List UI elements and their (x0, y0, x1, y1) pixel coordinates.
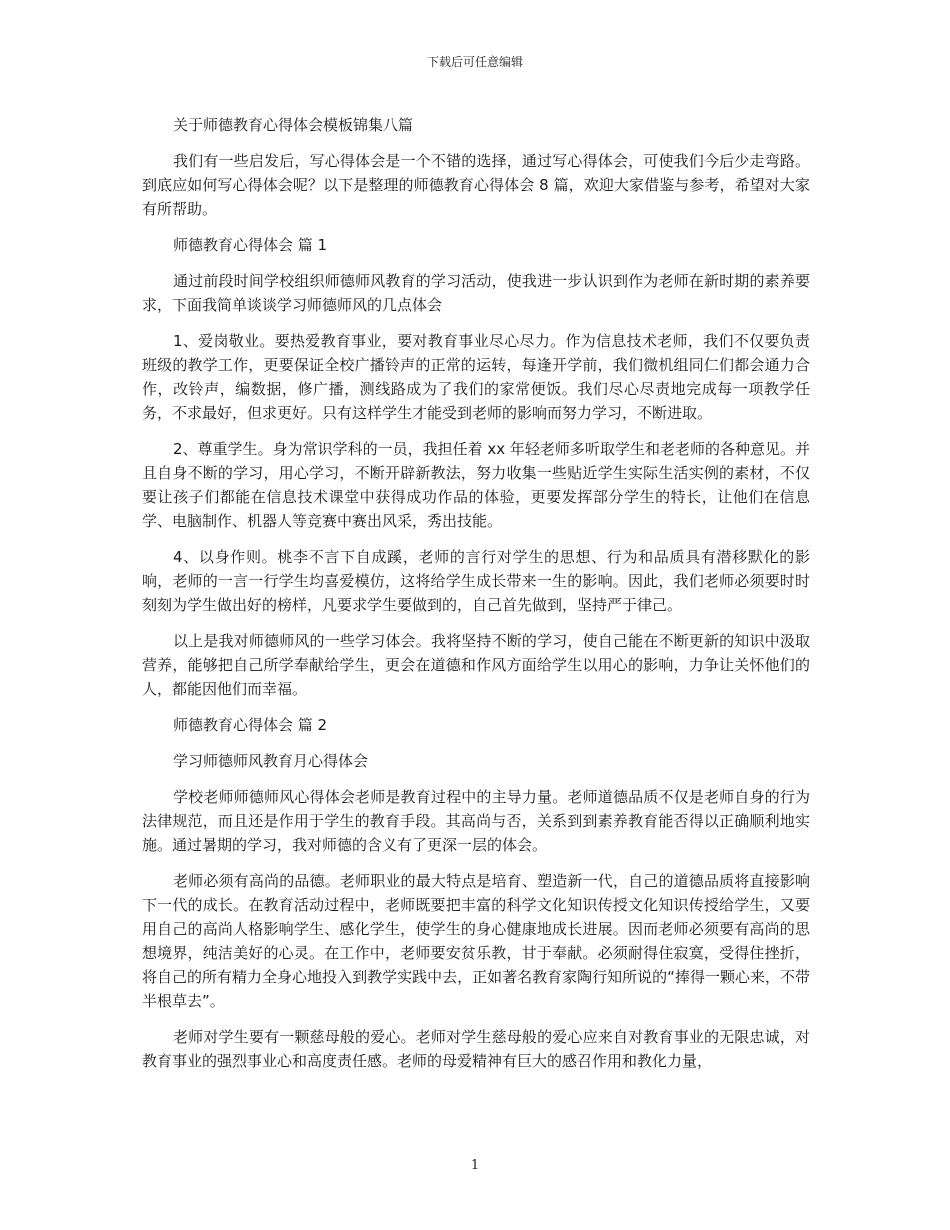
section-heading: 师德教育心得体会 篇 1 (173, 236, 328, 254)
section-heading: 师德教育心得体会 篇 2 (173, 716, 328, 734)
document-title: 关于师德教育心得体会模板锦集八篇 (173, 116, 414, 134)
paragraph: 以上是我对师德师风的一些学习体会。我将坚持不断的学习，使自己能在不断更新的知识中汲取营养，能够把自己所学奉献给学生，更会在道德和作风方面给学生以用心的影响，力争让关怀他们的人，都能因他们而幸福。 (142, 632, 810, 698)
section-subtitle: 学习师德师风教育月心得体会 (173, 752, 369, 770)
page-number: 1 (470, 1158, 480, 1173)
paragraph: 学校老师师德师风心得体会老师是教育过程中的主导力量。老师道德品质不仅是老师自身的行为法律规范，而且还是作用于学生的教育手段。其高尚与否，关系到到素养教育能否得以正确顺利地实施。通过暑期的学习，我对师德的含义有了更深一层的体会。 (142, 788, 810, 854)
page-header: 下载后可任意编辑 (426, 55, 523, 69)
paragraph: 1、爱岗敬业。要热爱教育事业，要对教育事业尽心尽力。作为信息技术老师，我们不仅要负责班级的教学工作，更要保证全校广播铃声的正常的运转，每逢开学前，我们微机组同仁们都会通力合作，改铃声，编数据，修广播，测线路成为了我们的家常便饭。我们尽心尽责地完成每一项教学任务，不求最好，但求更好。只有这样学生才能受到老师的影响而努力学习，不断进取。 (142, 332, 810, 422)
paragraph: 老师必须有高尚的品德。老师职业的最大特点是培育、塑造新一代，自己的道德品质将直接影响下一代的成长。在教育活动过程中，老师既要把丰富的科学文化知识传授文化知识传授给学生，又要用自己的高尚人格影响学生、感化学生，使学生的身心健康地成长进展。因而老师必须要有高尚的思想境界，纯洁美好的心灵。在工作中，老师要安贫乐教，甘于奉献。必须耐得住寂寞，受得住挫折，将自己的所有精力全身心地投入到教学实践中去，正如著名教育家陶行知所说的“捧得一颗心来，不带半根草去”。 (142, 872, 810, 1010)
paragraph: 4、以身作则。桃李不言下自成蹊，老师的言行对学生的思想、行为和品质具有潜移默化的影响，老师的一言一行学生均喜爱模仿，这将给学生成长带来一生的影响。因此，我们老师必须要时时刻刻为学生做出好的榜样，凡要求学生要做到的，自己首先做到，坚持严于律己。 (142, 548, 810, 614)
document-body (142, 113, 810, 1085)
paragraph: 2、尊重学生。身为常识学科的一员，我担任着 xx 年轻老师多听取学生和老老师的各种意见。并且自身不断的学习，用心学习，不断开辟新教法，努力收集一些贴近学生实际生活实例的素材，不仅要让孩子们都能在信息技术课堂中获得成功作品的体验，更要发挥部分学生的特长，让他们在信息学、电脑制作、机器人等竞赛中赛出风采，秀出技能。 (142, 440, 810, 530)
paragraph: 我们有一些启发后，写心得体会是一个不错的选择，通过写心得体会，可使我们今后少走弯路。到底应如何写心得体会呢？以下是整理的师德教育心得体会 8 篇，欢迎大家借鉴与参考，希望对大家有所帮助。 (142, 152, 810, 218)
paragraph: 通过前段时间学校组织师德师风教育的学习活动，使我进一步认识到作为老师在新时期的素养要求，下面我简单谈谈学习师德师风的几点体会 (142, 272, 810, 314)
paragraph: 老师对学生要有一颗慈母般的爱心。老师对学生慈母般的爱心应来自对教育事业的无限忠诚，对教育事业的强烈事业心和高度责任感。老师的母爱精神有巨大的感召作用和教化力量， (142, 1028, 810, 1070)
